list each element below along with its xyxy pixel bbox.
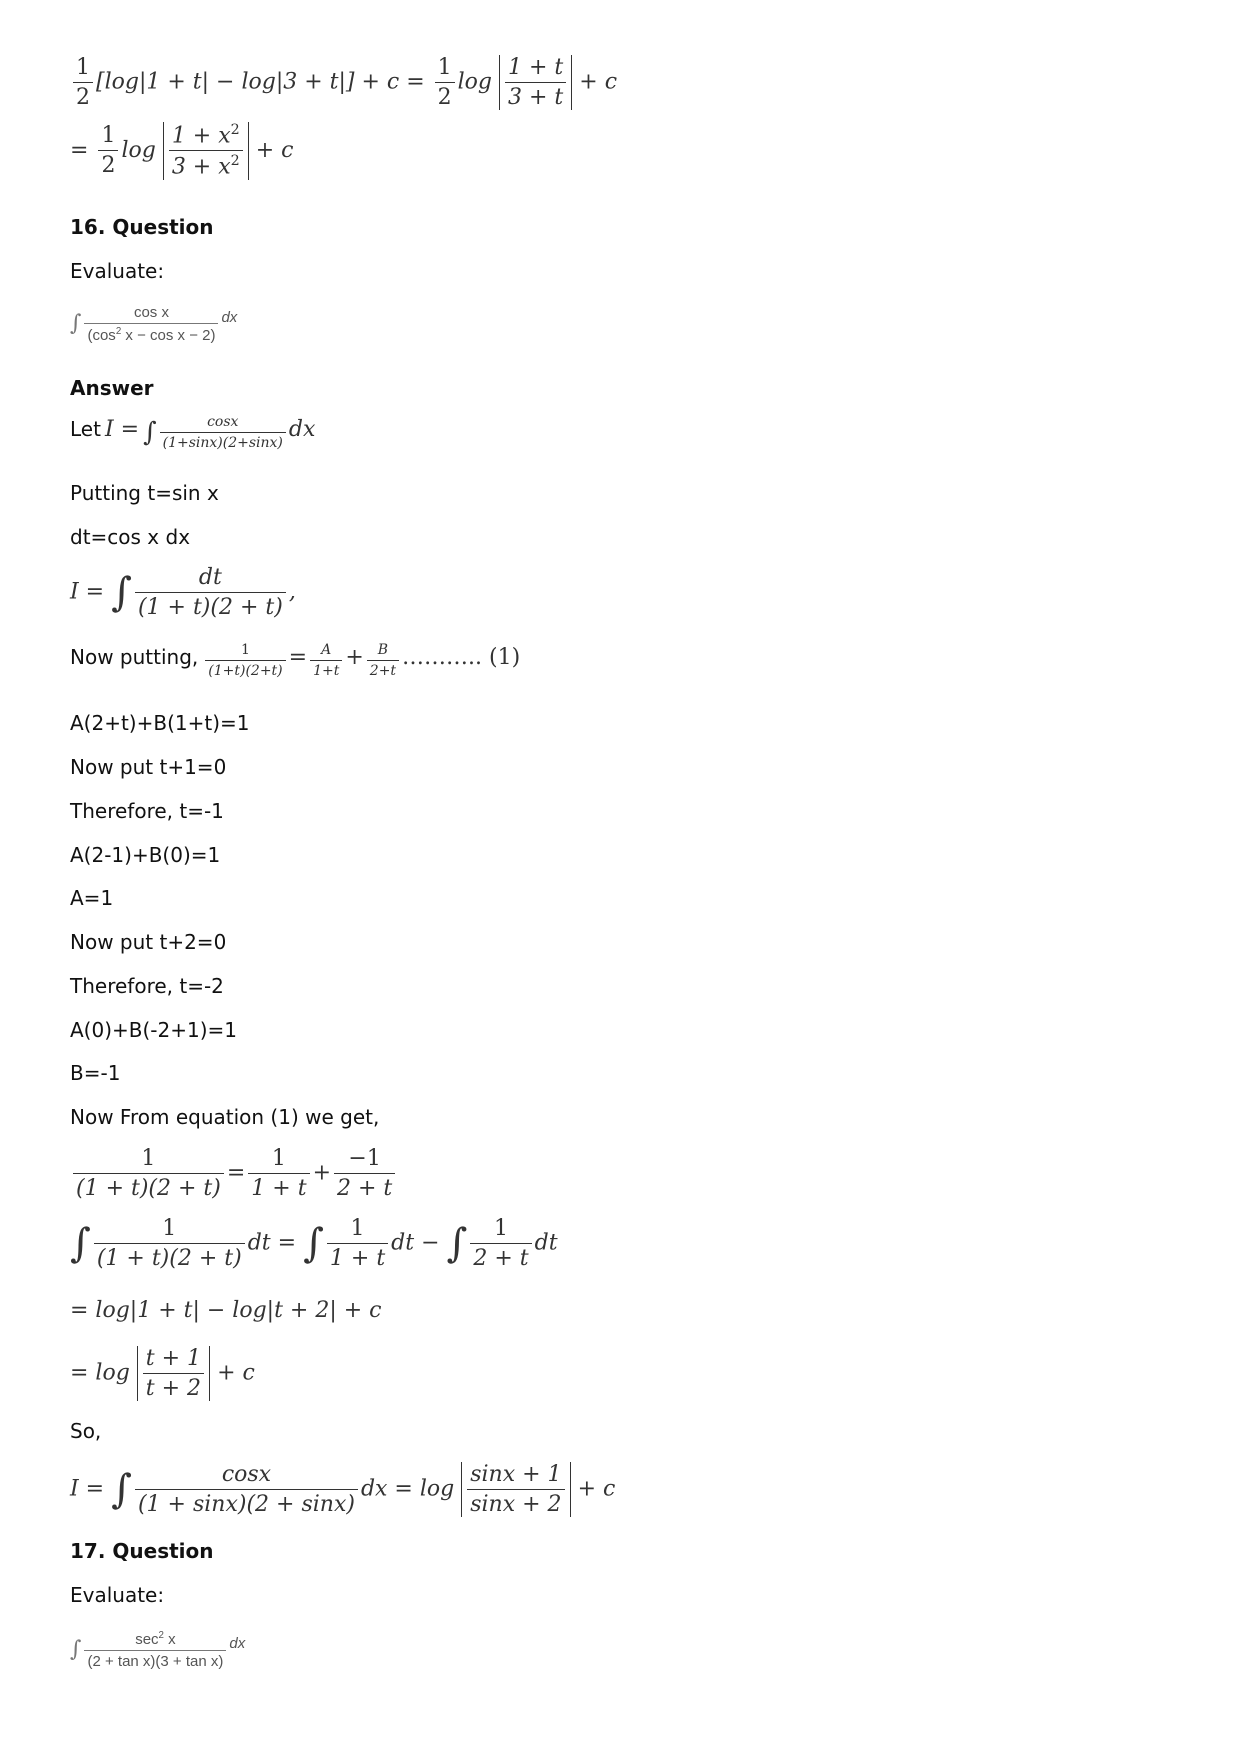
log-argument-fraction: $\frac{1 + x^2}{3 + x^2}$	[169, 122, 243, 180]
integral-split: ∫ $\frac{1}{(1 + t)(2 + t)}$ dt = ∫ $\frac{1}{1 + t}$ dt − ∫ $\frac{1}{2 + t}$ dt	[70, 1216, 558, 1271]
lhs-fraction: $\frac{1}{(1 + t)(2 + t)}$	[73, 1146, 224, 1201]
intro-equation-1: $\frac{1}{2}$ [log|1 + t| − log|3 + t|] + c = $\frac{1}{2}$ log $\frac{1 + t}{3 + t}$ + c	[70, 55, 617, 110]
integral-sign-icon: ∫	[143, 417, 157, 448]
step-7: Therefore, t=-2	[70, 974, 224, 998]
partial-fraction-result: $\frac{1}{(1 + t)(2 + t)}$ = $\frac{1}{1 + t}$ + $\frac{-1}{2 + t}$	[70, 1146, 398, 1201]
fraction-half-3: $\frac{1}{2}$	[98, 123, 118, 178]
step-5: A=1	[70, 886, 114, 910]
integral-sign-icon: ∫	[111, 1466, 132, 1513]
step-1: A(2+t)+B(1+t)=1	[70, 711, 250, 735]
substitution-text: Putting t=sin x	[70, 481, 219, 505]
differential-text: dt=cos x dx	[70, 525, 191, 549]
question-16-prompt: Evaluate:	[70, 259, 165, 283]
integrand-fraction: $\frac{1}{(1 + t)(2 + t)}$	[94, 1216, 245, 1271]
integral-sign-icon: ∫	[70, 311, 82, 336]
first-integrand: $\frac{1}{1 + t}$	[327, 1216, 388, 1271]
question-17-integral: ∫ $\frac{\sec^2 x}{\text{(2 + tan x)(3 + tan x)}}$ dx	[70, 1630, 246, 1670]
final-answer-16: I = ∫ $\frac{\cos x}{(1 + \sin x)(2 + \sin x)}$ dx = log $\frac{\sin x + 1}{\sin x + 2}$ + c	[70, 1462, 616, 1517]
so-text: So,	[70, 1419, 102, 1443]
answer-label: Answer	[70, 376, 154, 400]
log-result-2: = log $\frac{t + 1}{t + 2}$ + c	[70, 1346, 255, 1401]
step-3: Therefore, t=-1	[70, 799, 224, 823]
log-result-1: = log|1 + t| − log|t + 2| + c	[70, 1298, 382, 1323]
integral-sign-icon: ∫	[446, 1220, 468, 1267]
log-argument-fraction: $\frac{t + 1}{t + 2}$	[143, 1346, 204, 1401]
integral-sign-icon: ∫	[111, 569, 132, 616]
log-argument-fraction: $\frac{1 + t}{3 + t}$	[505, 55, 566, 110]
dt-fraction: $\frac{dt}{(1 + t)(2 + t)}$	[135, 565, 286, 620]
a-fraction: $\frac{A}{1+t}$	[310, 642, 342, 679]
step-4: A(2-1)+B(0)=1	[70, 843, 221, 867]
question-fraction: $\frac{\text{cos x}}{(\cos^2 x - \cos x - 2)}$	[84, 304, 218, 344]
let-fraction: $\frac{\cos x}{(1+\sin x)(2+\sin x)}$	[160, 414, 286, 451]
final-integrand: $\frac{\cos x}{(1 + \sin x)(2 + \sin x)}$	[135, 1462, 358, 1517]
b-fraction: $\frac{B}{2+t}$	[367, 642, 399, 679]
question-17-title: 17. Question	[70, 1539, 214, 1563]
integral-sign-icon: ∫	[303, 1220, 324, 1267]
absolute-value	[461, 1462, 570, 1517]
step-6: Now put t+2=0	[70, 930, 227, 954]
fraction-half: $\frac{1}{2}$	[73, 55, 93, 110]
step-2: Now put t+1=0	[70, 755, 227, 779]
second-integrand: $\frac{1}{2 + t}$	[470, 1216, 531, 1271]
setup-fraction: $\frac{1}{(1+t)(2+t)}$	[205, 642, 285, 679]
question-17-fraction: $\frac{\sec^2 x}{\text{(2 + tan x)(3 + tan x)}}$	[84, 1630, 226, 1670]
question-17-prompt: Evaluate:	[70, 1583, 165, 1607]
intro-equation-2: = $\frac{1}{2}$ log $\frac{1 + x^2}{3 + x^2}$ + c	[70, 122, 294, 180]
integral-sign-icon: ∫	[70, 1220, 91, 1267]
step-8: A(0)+B(-2+1)=1	[70, 1018, 238, 1042]
question-16-integral: ∫ $\frac{\text{cos x}}{(\cos^2 x - \cos x - 2)}$ dx	[70, 304, 238, 344]
partial-fraction-setup: Now putting, $\frac{1}{(1+t)(2+t)}$ = $\frac{A}{1+t}$ + $\frac{B}{2+t}$ ……….. (1)	[70, 642, 521, 679]
step-10: Now From equation (1) we get,	[70, 1105, 380, 1129]
integral-sign-icon: ∫	[70, 1637, 82, 1662]
absolute-value	[163, 122, 249, 180]
final-log-argument: $\frac{\sin x + 1}{\sin x + 2}$	[467, 1462, 564, 1517]
question-16-title: 16. Question	[70, 215, 214, 239]
fraction-half-2: $\frac{1}{2}$	[435, 55, 455, 110]
step-9: B=-1	[70, 1061, 121, 1085]
let-i-definition: Let I = ∫ $\frac{\cos x}{(1+\sin x)(2+\sin x)}$ dx	[70, 414, 316, 451]
i-in-terms-of-t: I = ∫ $\frac{dt}{(1 + t)(2 + t)}$ ,	[70, 565, 296, 620]
absolute-value	[499, 55, 572, 110]
first-term-fraction: $\frac{1}{1 + t}$	[248, 1146, 309, 1201]
second-term-fraction: $\frac{-1}{2 + t}$	[334, 1146, 395, 1201]
absolute-value	[137, 1346, 210, 1401]
